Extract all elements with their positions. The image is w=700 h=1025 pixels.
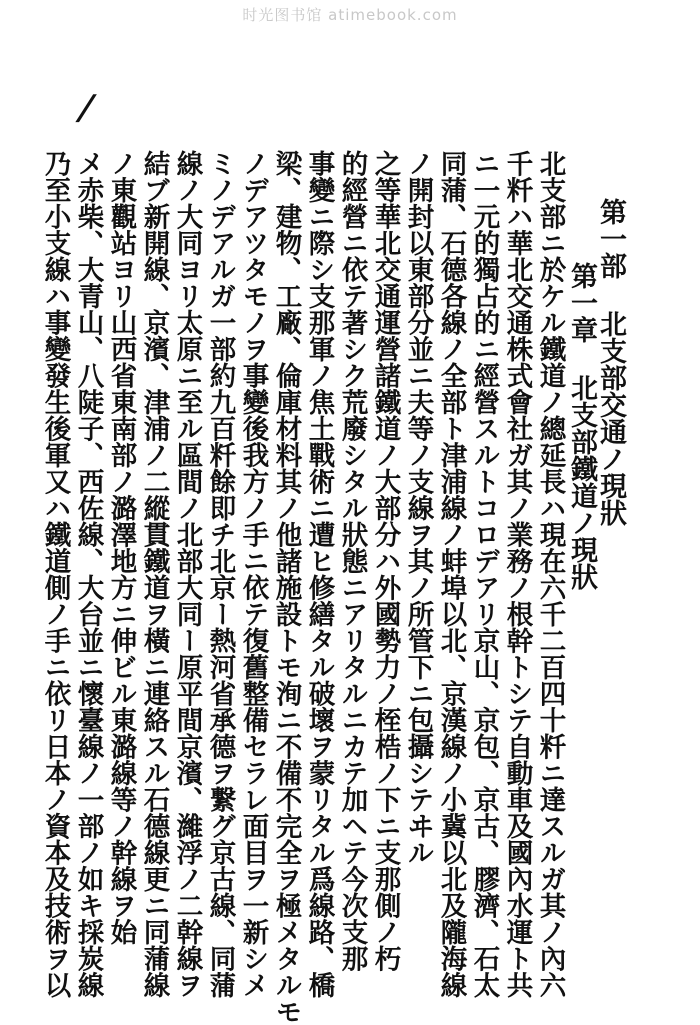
text-line-15: メ赤柴、大青山、八陡子、西佐線、大台並ニ懷臺線ノ一部ノ如キ採炭線 (72, 150, 104, 998)
text-line-14: ノ東觀站ヨリ山西省東南部ノ潞澤地方ニ伸ビル東潞線等ノ幹線ヲ始 (105, 150, 137, 945)
watermark: 时光图书馆 atimebook.com (242, 6, 458, 24)
text-line-7: 的經營ニ依テ著シク荒廢シタル狀態ニアリタルニカテ加ヘテ今次支那 (336, 150, 368, 972)
page-mark: / (73, 88, 99, 128)
text-line-6: 之等華北交通運營諸鐵道ノ大部分ハ外國勢力ノ桎梏ノ下ニ支那側ノ朽 (369, 150, 401, 972)
text-line-5: ノ開封以東部分並ニ夫等ノ支線ヲ其ノ所管下ニ包攝シテヰル (402, 150, 434, 866)
text-line-2: 千粁ハ華北交通株式會社ガ其ノ業務ノ根幹トシテ自動車及國內水運ト共 (501, 150, 533, 998)
part-title: 第一部 北支部交通ノ現狀 (595, 198, 626, 526)
text-line-11: ミノデアルガ一部約九百粁餘即チ北京ー熱河省承德ヲ繋グ京古線、同蒲 (204, 150, 236, 998)
text-line-13: 結ブ新開線、京濱、津浦ノ二縱貫鐵道ヲ橫ニ連絡スル石德線更ニ同蒲線 (138, 150, 170, 998)
chapter-title: 第一章 北支部鐵道ノ現狀 (566, 262, 597, 590)
text-line-3: ニ一元的獨占的ニ經營スルトコロデアリ京山、京包、京古、膠濟、石太 (468, 150, 500, 998)
text-line-16: 乃至小支線ハ事變發生後軍又ハ鐵道側ノ手ニ依リ日本ノ資本及技術ヲ以 (39, 150, 71, 998)
text-line-10: ノデアツタモノヲ事變後我方ノ手ニ依テ復舊整備セラレ面目ヲ一新シメ (237, 150, 269, 998)
text-line-9: 梁、建物、工廠、倫庫材料其ノ他諸施設トモ洵ニ不備不完全ヲ極メタルモ (270, 150, 302, 1025)
text-line-4: 同蒲、石德各線ノ全部ト津浦線ノ蚌埠以北、京漢線ノ小冀以北及隴海線 (435, 150, 467, 998)
text-line-1: 北支部ニ於ケル鐵道ノ總延長ハ現在六千二百四十粁ニ達スルガ其ノ內六 (534, 150, 566, 998)
text-line-8: 事變ニ際シ支那軍ノ焦土戰術ニ遭ヒ修繕タル破壞ヲ蒙リタル爲線路、橋 (303, 150, 335, 998)
text-line-12: 線ノ大同ヨリ太原ニ至ル區間ノ北部大同ー原平間京濱、濰浮ノ二幹線ヲ (171, 150, 203, 998)
